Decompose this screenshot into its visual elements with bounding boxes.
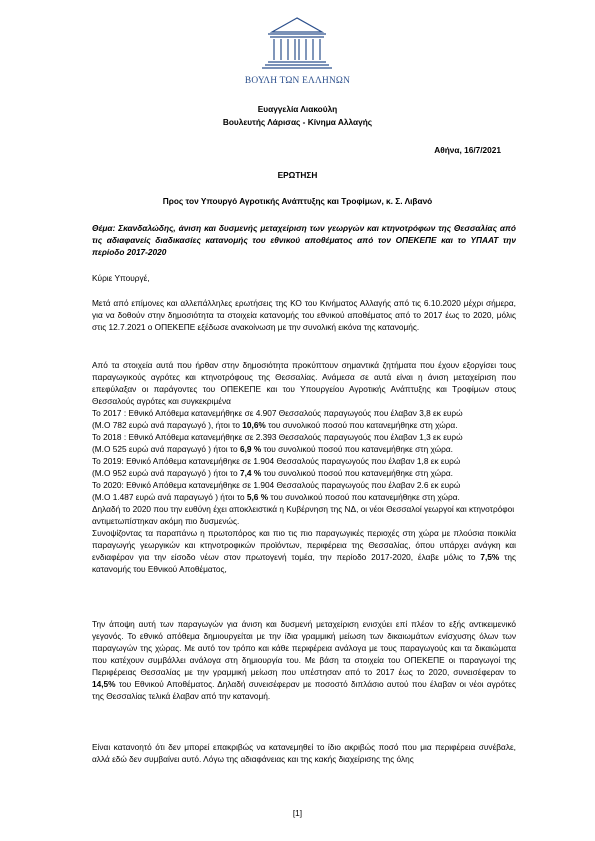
year-2017-line-1: Το 2017 : Εθνικό Απόθεμα κατανεμήθηκε σε 4.907 Θεσσαλούς παραγωγούς που έλαβαν 3,8 εκ ευρώ	[92, 408, 463, 418]
author-role: Βουλευτής Λάρισας - Κίνημα Αλλαγής	[222, 117, 373, 127]
year-2017-text: (Μ.Ο 782 ευρώ ανά παραγωγό ), ήτοι το	[92, 420, 243, 430]
year-2018-percent: 6,9 %	[239, 444, 262, 454]
place-date: Αθήνα, 16/7/2021	[434, 145, 501, 155]
subject-line: Θέμα: Σκανδαλώδης, άνιση και δυσμενής μεταχείριση των γεωργών και κτηνοτρόφων της Θεσσαλίας από τις αδιαφανείς διαδικασίες κατανομής του εθνικού αποθέματος από τον ΟΠΕΚΕΠΕ και το ΥΠΑΑΤ την περίοδο 2017-2020	[92, 223, 516, 257]
paragraph-2	[92, 359, 516, 575]
year-2019-text: (Μ.Ο 952 ευρώ ανά παραγωγό ) ήτοι το	[92, 468, 240, 478]
year-2019-text-end: του συνολικού ποσού που κατανεμήθηκε στη χώρα.	[261, 468, 453, 478]
year-2020-text-end: του συνολικού ποσού που κατανεμήθηκε στη χώρα.	[268, 492, 460, 502]
summary-percent: 7,5%	[480, 552, 500, 562]
year-2020-percent: 5,6 %	[246, 492, 269, 502]
document-type: ΕΡΩΤΗΣΗ	[277, 170, 318, 180]
salutation: Κύριε Υπουργέ,	[92, 273, 150, 283]
page-number: [1]	[292, 808, 303, 818]
paragraph-2-intro: Από τα στοιχεία αυτά που ήρθαν στην δημοσιότητα προκύπτουν σημαντικά ζητήματα που έχουν εξοργίσει τους παραγωγικούς αγρότες και κτηνοτρόφους της Θεσσαλίας. Ανάμεσα σε αυτά είναι η άνιση μεταχείριση που επεφύλαξαν οι παράγοντες του ΟΠΕΚΕΠΕ και του Υπουργείου Αγροτικής Ανάπτυξης και Τροφίμων στους Θεσσαλούς αγρότες και συγκεκριμένα	[92, 360, 516, 406]
author-name: Ευαγγελία Λιακούλη	[257, 104, 338, 114]
year-2017-line-2	[92, 419, 516, 431]
paragraph-1: Μετά από επίμονες και αλλεπάλληλες ερωτήσεις της ΚΟ του Κινήματος Αλλαγής από τις 6.10.2020 μέχρι σήμερα, για να δοθούν στην δημοσιότητα τα στοιχεία κατανομής του εθνικού αποθέματος από το 2017 έως το 2020, μόλις στις 12.7.2021 ο ΟΠΕΚΕΠΕ εξέδωσε ανακοίνωση με την συνολική εικόνα της κατανομής.	[92, 298, 516, 332]
paragraph-3	[92, 618, 516, 702]
year-2018-text: (Μ.Ο 525 ευρώ ανά παραγωγό ) ήτοι το	[92, 444, 240, 454]
summary-text: Συνοψίζοντας τα παραπάνω η πρωτοπόρος και πιο τις πιο παραγωγικές περιοχές στη χώρα με πλούσια ποικιλία παραγωγής γεωργικών και κτηνοτροφικών προϊόντων, περιφέρεια της Θεσσαλίας, όπου υπάρχει ανάγκη και ενδιαφέρον για την είσοδο νέων στον πρωτογενή τομέα, την περίοδο 2017-2020, έλαβε μόλις το	[92, 528, 516, 562]
year-2019-line-1: Το 2019: Εθνικό Απόθεμα κατανεμήθηκε σε 1.904 Θεσσαλούς παραγωγούς που έλαβαν 1,8 εκ ευρώ	[92, 456, 461, 466]
paragraph-3-percent: 14,5%	[92, 679, 116, 689]
paragraph-2-tail: Δηλαδή το 2020 που την ευθύνη έχει αποκλειστικά η Κυβέρνηση της ΝΔ, οι νέοι Θεσσαλοί γεωργοί και κτηνοτρόφοι αντιμετωπίστηκαν ακόμη πιο δυσμενώς.	[92, 504, 515, 526]
year-2018-line-1: Το 2018 : Εθνικό Απόθεμα κατανεμήθηκε σε 2.393 Θεσσαλούς παραγωγούς που έλαβαν 1,3 εκ ευρώ	[92, 432, 463, 442]
parliament-building-icon	[262, 14, 332, 72]
parliament-name: ΒΟΥΛΗ ΤΩΝ ΕΛΛΗΝΩΝ	[244, 76, 351, 86]
parliament-logo	[247, 14, 347, 72]
paragraph-3-text: Την άποψη αυτή των παραγωγών για άνιση και δυσμενή μεταχείριση ενισχύει επί πλέον το εξής αντικειμενικό γεγονός. Το εθνικό απόθεμα δημιουργείται με την ίδια γραμμική μείωση των δικαιωμάτων ενίσχυσης όλων των παραγωγών της χώρας. Με αυτό τον τρόπο και κάθε περιφέρεια ανάλογα με τους παραγωγούς και τα δικαιώματα που κατέχουν συμβάλλει ανάλογα στη δημιουργία του. Με βάση τα στοιχεία του ΟΠΕΚΕΠΕ οι παραγωγοί της Περιφέρειας Θεσσαλίας με την γραμμική μείωση που υπέστησαν από το 2017 έως το 2020, συνεισέφεραν το	[92, 619, 516, 677]
year-2017-percent: 10,6%	[242, 420, 266, 430]
addressee: Προς τον Υπουργό Αγροτικής Ανάπτυξης και Τροφίμων, κ. Σ. Λιβανό	[162, 196, 433, 206]
year-2019-percent: 7,4 %	[239, 468, 262, 478]
year-2018-line-2	[92, 443, 516, 455]
year-2020-text: (Μ.Ο 1.487 ευρώ ανά παραγωγό ) ήτοι το	[92, 492, 247, 502]
summary-text-end: της κατανομής του Εθνικού Αποθέματος,	[92, 552, 517, 574]
year-2020-line-1: Το 2020: Εθνικό Απόθεμα κατανεμήθηκε σε 1.904 Θεσσαλούς παραγωγούς που έλαβαν 2.6 εκ ευρώ	[92, 480, 461, 490]
paragraph-4: Είναι κατανοητό ότι δεν μπορεί επακριβώς να κατανεμηθεί το ίδιο ακριβώς ποσό που μια περιφέρεια συνέβαλε, αλλά εδώ δεν συμβαίνει αυτό. Λόγω της αδιαφάνειας και της κακής διαχείρισης της όλης	[92, 742, 516, 764]
year-2019-line-2	[92, 467, 516, 479]
paragraph-3-text-end: του Εθνικού Αποθέματος. Δηλαδή συνεισέφεραν με ποσοστό διπλάσιο αυτού που έλαβαν οι νέοι αγρότες της Θεσσαλίας τελικά έλαβαν από την κατανομή.	[92, 679, 516, 701]
paragraph-2-summary	[92, 527, 516, 575]
year-2017-text-end: του συνολικού ποσού που κατανεμήθηκε στη χώρα.	[265, 420, 458, 430]
year-2020-line-2	[92, 491, 516, 503]
year-2018-text-end: του συνολικού ποσού που κατανεμήθηκε στη χώρα.	[261, 444, 453, 454]
